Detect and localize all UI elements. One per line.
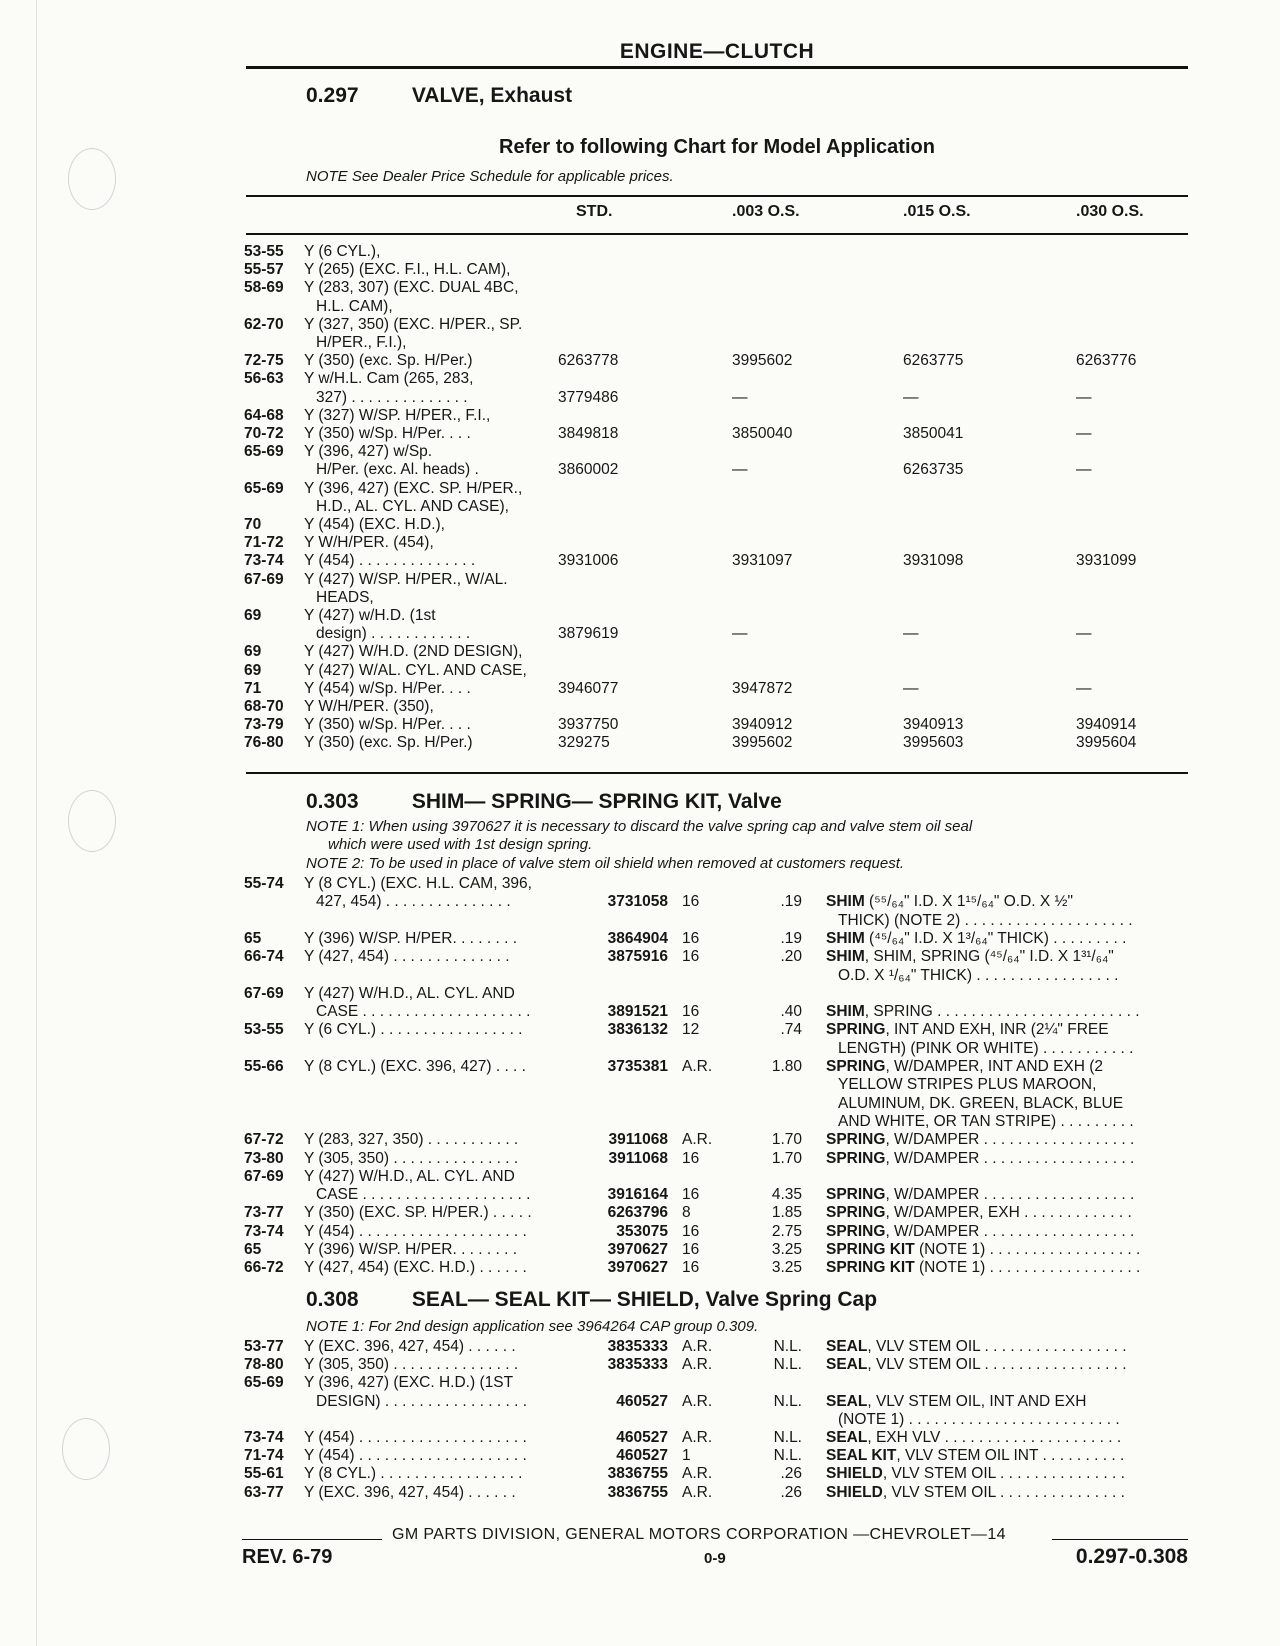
part-015-os: 3940913: [903, 716, 964, 734]
part-description: SPRING KIT (NOTE 1) . . . . . . . . . . . . . . . . . .: [826, 1241, 1141, 1258]
section-name: SHIM— SPRING— SPRING KIT, Valve: [411, 790, 782, 813]
col-030: .030 O.S.: [1076, 203, 1144, 220]
part-number: 3836755: [607, 1465, 668, 1483]
part-description: SPRING, W/DAMPER . . . . . . . . . . . . . . . . . .: [826, 1186, 1135, 1204]
col-003: .003 O.S.: [732, 203, 800, 220]
part-name: SPRING KIT: [826, 1259, 915, 1277]
footer-rule: [1052, 1539, 1188, 1540]
model-application: 427, 454) . . . . . . . . . . . . . . .: [316, 893, 511, 911]
model-years: 65-69: [244, 1374, 284, 1392]
col-std: STD.: [576, 203, 613, 220]
price: 1.70: [771, 1131, 802, 1149]
model-application: H.L. CAM),: [316, 297, 393, 315]
part-name: SPRING: [826, 1186, 886, 1204]
note-2: NOTE 2: To be used in place of valve stem oil shield when removed at customers request.: [306, 855, 905, 872]
part-number: 460527: [616, 1447, 668, 1465]
quantity: A.R.: [682, 1338, 713, 1355]
part-number: 460527: [616, 1392, 668, 1410]
model-application: Y (396, 427) (EXC. H.D.) (1ST: [304, 1374, 514, 1392]
quantity: A.R.: [682, 1392, 713, 1410]
part-name: SPRING: [826, 1131, 886, 1149]
part-003-os: —: [732, 625, 748, 643]
section-title-0297: [306, 84, 572, 108]
part-description: SPRING, W/DAMPER . . . . . . . . . . . . . . . . . .: [826, 1131, 1135, 1149]
part-number: 353075: [616, 1222, 668, 1240]
model-years: 67-69: [244, 570, 284, 588]
page-number: 0-9: [704, 1550, 726, 1567]
group-range: 0.297-0.308: [1075, 1545, 1188, 1568]
quantity: 16: [682, 1003, 700, 1021]
price-note: NOTE See Dealer Price Schedule for applicable prices.: [306, 168, 674, 185]
model-years: 67-69: [244, 1167, 284, 1185]
model-application: Y (EXC. 396, 427, 454) . . . . . .: [304, 1338, 516, 1355]
model-years: 58-69: [244, 279, 284, 297]
part-description: SHIELD, VLV STEM OIL . . . . . . . . . . . . . . .: [826, 1465, 1125, 1483]
part-name: SPRING: [826, 1021, 886, 1039]
part-030-os: 3940914: [1076, 716, 1137, 734]
part-number: 3891521: [607, 1003, 668, 1021]
part-std: 3879619: [558, 625, 619, 643]
model-application: Y (8 CYL.) (EXC. H.L. CAM, 396,: [304, 875, 532, 892]
model-application: H.D., AL. CYL. AND CASE),: [316, 497, 509, 515]
quantity: 16: [682, 929, 700, 947]
part-030-os: —: [1076, 679, 1092, 697]
part-description: ALUMINUM, DK. GREEN, BLACK, BLUE: [838, 1094, 1124, 1112]
price: .20: [780, 948, 802, 966]
note-1-continued: which were used with 1st design spring.: [328, 836, 593, 853]
part-description: SPRING, INT AND EXH, INR (2¼" FREE: [826, 1021, 1109, 1039]
part-description: THICK) (NOTE 2) . . . . . . . . . . . . . . . . . . . .: [838, 911, 1133, 929]
part-std: 3931006: [558, 552, 619, 570]
part-description: LENGTH) (PINK OR WHITE) . . . . . . . . . . .: [838, 1039, 1134, 1057]
table-header-rule: [246, 233, 1188, 235]
part-std: 3860002: [558, 461, 619, 479]
part-description: SEAL, VLV STEM OIL, INT AND EXH: [826, 1392, 1087, 1410]
part-description: SHIM (⁵⁵/₆₄" I.D. X 1¹⁵/₆₄" O.D. X ½": [826, 893, 1073, 911]
part-number: 460527: [616, 1429, 668, 1446]
quantity: 16: [682, 1241, 700, 1258]
part-number: 3735381: [607, 1058, 668, 1075]
part-030-os: —: [1076, 388, 1092, 406]
model-application: 327) . . . . . . . . . . . . . .: [316, 388, 468, 406]
quantity: A.R.: [682, 1131, 713, 1149]
model-application: Y (396) W/SP. H/PER. . . . . . . .: [304, 1241, 518, 1258]
model-years: 62-70: [244, 315, 284, 333]
part-number: 3875916: [607, 948, 668, 966]
price: 4.35: [771, 1186, 802, 1204]
part-015-os: —: [903, 625, 919, 643]
quantity: 16: [682, 1149, 700, 1167]
model-years: 63-77: [244, 1483, 284, 1501]
model-application: design) . . . . . . . . . . . .: [316, 625, 471, 643]
model-years: 69: [244, 643, 262, 661]
model-application: Y (8 CYL.) . . . . . . . . . . . . . . . . .: [304, 1465, 523, 1483]
section-name: SEAL— SEAL KIT— SHIELD, Valve Spring Cap: [411, 1288, 878, 1311]
model-application: Y (350) w/Sp. H/Per. . . .: [304, 425, 471, 442]
model-years: 56-63: [244, 370, 284, 388]
price: N.L.: [773, 1338, 802, 1355]
part-description: YELLOW STRIPES PLUS MAROON,: [838, 1076, 1097, 1094]
model-years: 73-74: [244, 1429, 284, 1446]
part-std: 3849818: [558, 425, 619, 442]
price: 2.75: [771, 1222, 802, 1240]
part-003-os: 3947872: [732, 679, 793, 697]
model-application: Y (427, 454) . . . . . . . . . . . . . .: [304, 948, 510, 966]
part-description: O.D. X ¹/₆₄" THICK) . . . . . . . . . . . . . . . . .: [838, 966, 1119, 984]
price: 1.80: [771, 1058, 802, 1075]
price: N.L.: [773, 1429, 802, 1446]
price: .26: [780, 1483, 802, 1501]
seal-note: NOTE 1: For 2nd design application see 3964264 CAP group 0.309.: [306, 1318, 759, 1335]
part-description: SPRING, W/DAMPER . . . . . . . . . . . . . . . . . .: [826, 1222, 1135, 1240]
model-years: 55-66: [244, 1058, 284, 1075]
part-030-os: —: [1076, 625, 1092, 643]
price: 3.25: [771, 1259, 802, 1277]
model-years: 70: [244, 516, 262, 533]
model-years: 55-57: [244, 261, 284, 279]
part-description: SHIM, SPRING . . . . . . . . . . . . . . . . . . . . . . . .: [826, 1003, 1140, 1021]
part-std: 3779486: [558, 388, 619, 406]
quantity: 8: [682, 1204, 691, 1222]
part-030-os: 3931099: [1076, 552, 1137, 570]
quantity: 12: [682, 1021, 700, 1039]
quantity: 16: [682, 1186, 700, 1204]
quantity: 16: [682, 948, 700, 966]
model-application: Y (283, 307) (EXC. DUAL 4BC,: [304, 279, 519, 297]
part-number: 3864904: [607, 929, 668, 947]
binder-hole: [62, 1418, 110, 1480]
price: N.L.: [773, 1356, 802, 1374]
binder-hole: [68, 148, 116, 210]
model-application: Y (427) W/H.D., AL. CYL. AND: [304, 1167, 515, 1185]
part-name: SHIM: [826, 929, 865, 947]
part-description: SHIELD, VLV STEM OIL . . . . . . . . . . . . . . .: [826, 1483, 1125, 1501]
quantity: A.R.: [682, 1465, 713, 1483]
page-header: ENGINE—CLUTCH: [619, 40, 815, 63]
part-description: SEAL, EXH VLV . . . . . . . . . . . . . . . . . . . . .: [826, 1429, 1122, 1446]
model-application: Y (327) W/SP. H/PER., F.I.,: [304, 406, 491, 424]
part-number: 3836755: [607, 1483, 668, 1501]
model-years: 73-79: [244, 716, 284, 734]
model-application: Y (305, 350) . . . . . . . . . . . . . . .: [304, 1149, 519, 1167]
part-description: (NOTE 1) . . . . . . . . . . . . . . . . . . . . . . . . .: [838, 1410, 1120, 1428]
model-years: 55-61: [244, 1465, 284, 1483]
model-years: 72-75: [244, 352, 284, 370]
model-application: Y (6 CYL.) . . . . . . . . . . . . . . . . .: [304, 1021, 523, 1039]
part-description: AND WHITE, OR TAN STRIPE) . . . . . . . . .: [838, 1112, 1134, 1130]
model-application: Y (8 CYL.) (EXC. 396, 427) . . . .: [304, 1058, 526, 1075]
model-years: 66-74: [244, 948, 284, 966]
model-application: Y W/H/PER. (350),: [304, 698, 434, 715]
part-name: SPRING: [826, 1222, 886, 1240]
quantity: 16: [682, 893, 700, 911]
model-application: Y (454) . . . . . . . . . . . . . . . . . . . .: [304, 1429, 527, 1446]
part-std: 3937750: [558, 716, 619, 734]
binder-hole: [68, 790, 116, 852]
part-number: 3835333: [607, 1338, 668, 1355]
part-030-os: —: [1076, 425, 1092, 442]
model-application: Y (427) w/H.D. (1st: [304, 607, 436, 624]
model-years: 64-68: [244, 406, 284, 424]
model-application: Y (396) W/SP. H/PER. . . . . . . .: [304, 929, 518, 947]
part-name: SPRING: [826, 1058, 886, 1075]
part-015-os: 3931098: [903, 552, 964, 570]
part-003-os: —: [732, 461, 748, 479]
model-years: 71: [244, 679, 262, 697]
part-description: SHIM, SHIM, SPRING (⁴⁵/₆₄" I.D. X 1³¹/₆₄": [826, 948, 1114, 966]
part-number: 3911068: [608, 1131, 668, 1149]
price: .40: [780, 1003, 802, 1021]
model-years: 69: [244, 607, 262, 624]
part-number: 3970627: [607, 1259, 668, 1277]
model-years: 73-74: [244, 552, 284, 570]
part-name: SHIM: [826, 948, 865, 966]
model-years: 53-55: [244, 243, 284, 260]
model-years: 78-80: [244, 1356, 284, 1374]
section-title-0303: [306, 790, 782, 814]
price: .19: [780, 893, 802, 911]
model-application: Y (427) W/H.D. (2ND DESIGN),: [304, 643, 523, 661]
model-application: Y W/H/PER. (454),: [304, 534, 434, 552]
part-030-os: 6263776: [1076, 352, 1137, 370]
part-description: SEAL, VLV STEM OIL . . . . . . . . . . . . . . . . .: [826, 1356, 1127, 1374]
part-number: 3911068: [608, 1149, 668, 1167]
note-1: NOTE 1: When using 3970627 it is necessary to discard the valve spring cap and valve stem oil seal: [306, 818, 973, 835]
model-application: Y (427) W/AL. CYL. AND CASE,: [304, 661, 527, 679]
quantity: 16: [682, 1222, 700, 1240]
model-application: Y w/H.L. Cam (265, 283,: [304, 370, 474, 388]
model-years: 53-77: [244, 1338, 284, 1355]
part-name: SEAL: [826, 1338, 868, 1355]
quantity: A.R.: [682, 1483, 713, 1501]
model-years: 68-70: [244, 698, 284, 715]
part-number: 3835333: [607, 1356, 668, 1374]
part-number: 6263796: [607, 1204, 668, 1222]
model-application: Y (350) w/Sp. H/Per. . . .: [304, 716, 471, 734]
model-years: 53-55: [244, 1021, 284, 1039]
section-name: VALVE, Exhaust: [411, 84, 573, 107]
model-application: Y (327, 350) (EXC. H/PER., SP.: [304, 315, 523, 333]
model-years: 65-69: [244, 443, 284, 461]
quantity: 1: [682, 1447, 691, 1465]
part-name: SHIELD: [826, 1483, 883, 1501]
part-description: SPRING, W/DAMPER, EXH . . . . . . . . . . . . .: [826, 1204, 1132, 1222]
part-description: SPRING, W/DAMPER . . . . . . . . . . . . . . . . . .: [826, 1149, 1135, 1167]
model-application: CASE . . . . . . . . . . . . . . . . . . . .: [316, 1186, 531, 1204]
part-003-os: 3931097: [732, 552, 793, 570]
model-application: Y (6 CYL.),: [304, 243, 381, 260]
quantity: A.R.: [682, 1356, 713, 1374]
model-application: Y (265) (EXC. F.I., H.L. CAM),: [304, 261, 511, 279]
part-description: SPRING, W/DAMPER, INT AND EXH (2: [826, 1058, 1104, 1075]
quantity: A.R.: [682, 1429, 713, 1446]
model-years: 73-80: [244, 1149, 284, 1167]
part-015-os: 3850041: [903, 425, 964, 442]
model-application: CASE . . . . . . . . . . . . . . . . . . . .: [316, 1003, 531, 1021]
table-bottom-rule: [246, 772, 1188, 774]
model-application: Y (283, 327, 350) . . . . . . . . . . .: [304, 1131, 519, 1149]
model-years: 65: [244, 929, 262, 947]
model-years: 67-72: [244, 1131, 284, 1149]
footer-rule: [242, 1539, 382, 1540]
revision: REV. 6-79: [242, 1546, 333, 1568]
price: .19: [780, 929, 802, 947]
price: .26: [780, 1465, 802, 1483]
part-015-os: 6263775: [903, 352, 964, 370]
part-030-os: 3995604: [1076, 734, 1137, 752]
part-description: SPRING KIT (NOTE 1) . . . . . . . . . . . . . . . . . .: [826, 1259, 1141, 1277]
part-003-os: 3995602: [732, 734, 793, 752]
model-years: 76-80: [244, 734, 284, 752]
part-name: SPRING: [826, 1149, 886, 1167]
section-number: 0.297: [306, 84, 359, 107]
model-application: H/Per. (exc. Al. heads) .: [316, 461, 479, 479]
model-application: Y (454) w/Sp. H/Per. . . .: [304, 679, 471, 697]
part-003-os: 3850040: [732, 425, 793, 442]
model-years: 67-69: [244, 984, 284, 1002]
model-application: Y (396, 427) (EXC. SP. H/PER.,: [304, 479, 523, 497]
model-years: 73-74: [244, 1222, 284, 1240]
model-application: Y (350) (exc. Sp. H/Per.): [304, 352, 473, 370]
model-years: 69: [244, 661, 262, 679]
part-description: SEAL KIT, VLV STEM OIL INT . . . . . . . . . .: [826, 1447, 1125, 1465]
model-application: Y (454) . . . . . . . . . . . . . . . . . . . .: [304, 1447, 527, 1465]
price: .74: [780, 1021, 802, 1039]
price: 3.25: [771, 1241, 802, 1258]
part-description: SEAL, VLV STEM OIL . . . . . . . . . . . . . . . . .: [826, 1338, 1127, 1355]
part-030-os: —: [1076, 461, 1092, 479]
model-years: 55-74: [244, 875, 284, 892]
model-application: Y (396, 427) w/Sp.: [304, 443, 433, 461]
model-years: 66-72: [244, 1259, 284, 1277]
part-number: 3731058: [607, 893, 668, 911]
part-003-os: 3995602: [732, 352, 793, 370]
section-number: 0.303: [306, 790, 359, 813]
model-years: 73-77: [244, 1204, 284, 1222]
part-name: SEAL KIT: [826, 1447, 897, 1465]
part-name: SHIELD: [826, 1465, 883, 1483]
model-application: Y (427, 454) (EXC. H.D.) . . . . . .: [304, 1259, 527, 1277]
part-003-os: —: [732, 388, 748, 406]
model-years: 71-72: [244, 534, 284, 552]
part-std: 3946077: [558, 679, 619, 697]
part-number: 3970627: [607, 1241, 668, 1258]
table-top-rule: [246, 195, 1188, 197]
part-std: 329275: [558, 734, 610, 752]
header-rule: [246, 66, 1188, 69]
part-name: SHIM: [826, 893, 865, 911]
model-application: Y (427) W/H.D., AL. CYL. AND: [304, 984, 515, 1002]
part-name: SEAL: [826, 1429, 868, 1446]
page-edge: [36, 0, 37, 1646]
part-015-os: —: [903, 679, 919, 697]
part-number: 3836132: [607, 1021, 668, 1039]
part-name: SHIM: [826, 1003, 865, 1021]
section-title-0308: [306, 1288, 877, 1312]
price: N.L.: [773, 1447, 802, 1465]
model-application: Y (305, 350) . . . . . . . . . . . . . . .: [304, 1356, 519, 1374]
price: N.L.: [773, 1392, 802, 1410]
part-015-os: 3995603: [903, 734, 964, 752]
section-number: 0.308: [306, 1288, 359, 1311]
part-std: 6263778: [558, 352, 619, 370]
model-application: Y (454) . . . . . . . . . . . . . . . . . . . .: [304, 1222, 527, 1240]
model-application: Y (350) (exc. Sp. H/Per.): [304, 734, 473, 752]
model-application: DESIGN) . . . . . . . . . . . . . . . . .: [316, 1392, 528, 1410]
part-description: SHIM (⁴⁵/₆₄" I.D. X 1³/₆₄" THICK) . . . . . . . . .: [826, 929, 1127, 947]
model-application: H/PER., F.I.),: [316, 334, 407, 351]
model-application: Y (427) W/SP. H/PER., W/AL.: [304, 570, 508, 588]
part-015-os: —: [903, 388, 919, 406]
model-years: 65-69: [244, 479, 284, 497]
model-application: HEADS,: [316, 588, 374, 606]
part-name: SPRING KIT: [826, 1241, 915, 1258]
part-003-os: 3940912: [732, 716, 793, 734]
price: 1.70: [771, 1149, 802, 1167]
model-years: 71-74: [244, 1447, 284, 1465]
model-application: Y (EXC. 396, 427, 454) . . . . . .: [304, 1483, 516, 1501]
model-application: Y (350) (EXC. SP. H/PER.) . . . . .: [304, 1204, 532, 1222]
price: 1.85: [771, 1204, 802, 1222]
footer-publisher: GM PARTS DIVISION, GENERAL MOTORS CORPORATION —CHEVROLET—14: [392, 1526, 1006, 1543]
quantity: 16: [682, 1259, 700, 1277]
part-name: SPRING: [826, 1204, 886, 1222]
model-years: 65: [244, 1241, 262, 1258]
quantity: A.R.: [682, 1058, 713, 1075]
model-application: Y (454) (EXC. H.D.),: [304, 516, 445, 533]
model-application: Y (454) . . . . . . . . . . . . . .: [304, 552, 476, 570]
part-number: 3916164: [607, 1186, 668, 1204]
part-015-os: 6263735: [903, 461, 964, 479]
chart-subhead: Refer to following Chart for Model Application: [499, 136, 935, 158]
part-name: SEAL: [826, 1356, 868, 1374]
model-years: 70-72: [244, 425, 284, 442]
col-015: .015 O.S.: [903, 203, 971, 220]
part-name: SEAL: [826, 1392, 868, 1410]
